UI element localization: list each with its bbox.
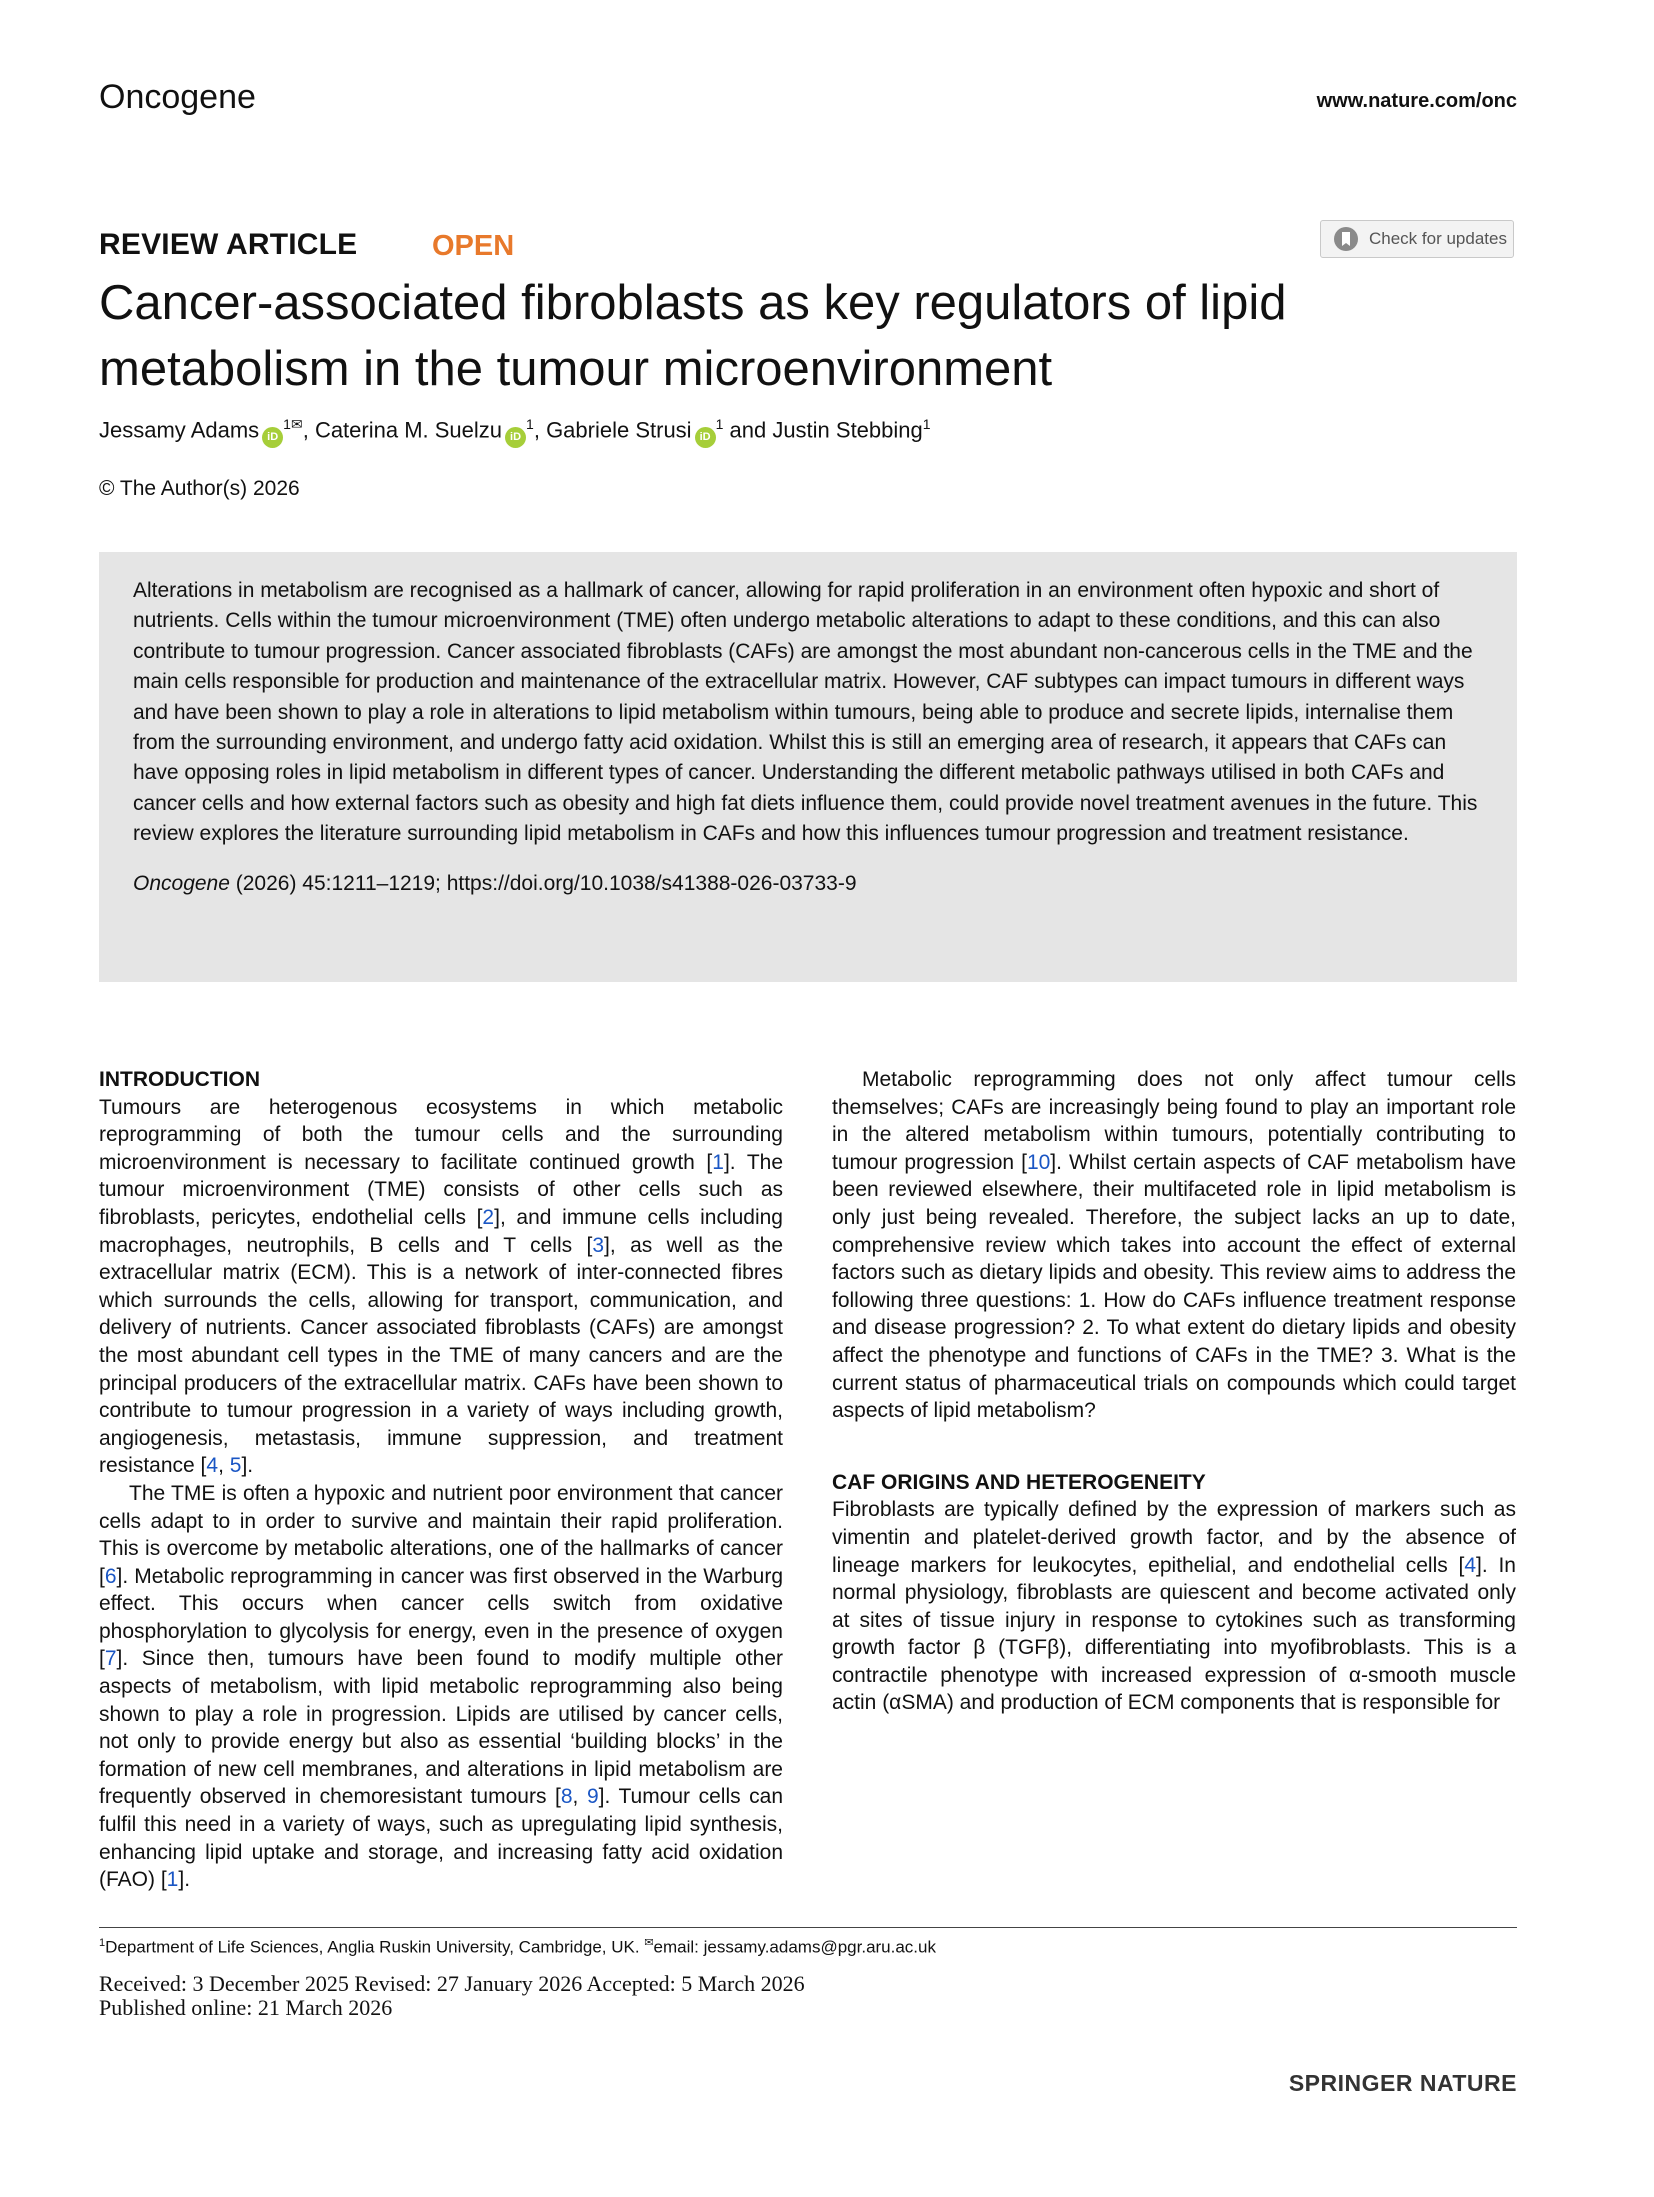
reference-link[interactable]: 4 bbox=[206, 1454, 219, 1478]
abstract-text: Alterations in metabolism are recognised as a hallmark of cancer, allowing for rapid proliferation in an environment often hypoxic and short of nutrients. Cells within the tumour microenvironment (TME) often undergo metabolic alterations to adapt to these conditions, and this can also contribute to tumour progression. Cancer associated fibroblasts (CAFs) are amongst the most abundant non-cancerous cells in the TME and the main cells responsible for production and maintenance of the extracellular matrix. However, CAF subtypes can impact tumours in different ways and have been shown to play a role in alterations to lipid metabolism within tumours, being able to produce and secrete lipids, internalise them from the surrounding environment, and undergo fatty acid oxidation. Whilst this is still an emerging area of research, it appears that CAFs can have opposing roles in lipid metabolism in different types of cancer. Understanding the different metabolic pathways utilised in both CAFs and cancer cells and how external factors such as obesity and high fat diets influence them, could provide novel treatment avenues in the future. This review explores the literature surrounding lipid metabolism in CAFs and how this influences tumour progression and treatment resistance. bbox=[133, 579, 1478, 846]
author-list bbox=[99, 416, 931, 448]
orcid-icon[interactable]: iD bbox=[505, 427, 526, 448]
section-heading-introduction: INTRODUCTION bbox=[99, 1068, 260, 1091]
right-column bbox=[832, 1066, 1516, 1717]
affiliation-footnote bbox=[99, 1936, 936, 1958]
author-separator: , bbox=[533, 417, 547, 443]
citation-line bbox=[133, 872, 1483, 896]
affiliation-marker: 1 bbox=[283, 416, 291, 432]
affiliation-marker: 1 bbox=[99, 1937, 106, 1949]
reference-link[interactable]: 6 bbox=[104, 1564, 117, 1588]
email-icon: ✉ bbox=[644, 1937, 654, 1949]
journal-url-link[interactable]: www.nature.com/onc bbox=[1316, 90, 1517, 112]
publisher-logo: SPRINGER NATURE bbox=[1288, 2070, 1517, 2096]
orcid-icon[interactable]: iD bbox=[695, 427, 716, 448]
article-type: REVIEW ARTICLE bbox=[99, 228, 358, 261]
paragraph: Metabolic reprogramming does not only affect tumour cells themselves; CAFs are increasingly being found to play an important role in the altered metabolism within tumours, potentially contributing to tumour progression [10]. Whilst certain aspects of CAF metabolism have been reviewed elsewhere, their multifaceted role in lipid metabolism is only just being revealed. Therefore, the subject lacks an up to date, comprehensive review which takes into account the effect of external factors such as dietary lipids and obesity. This review aims to address the following three questions: 1. How do CAFs influence treatment response and disease progression? 2. To what extent do dietary lipids and obesity affect the phenotype and functions of CAFs in the TME? 3. What is the current status of pharmaceutical trials on compounds which could target aspects of lipid metabolism? bbox=[832, 1068, 1516, 1423]
journal-name: Oncogene bbox=[99, 78, 256, 116]
email-icon[interactable]: ✉ bbox=[290, 416, 303, 432]
author-name[interactable]: Justin Stebbing bbox=[772, 417, 923, 443]
reference-link[interactable]: 4 bbox=[1464, 1553, 1477, 1577]
author-separator: , bbox=[302, 417, 315, 443]
publication-dates bbox=[99, 1972, 805, 2020]
check-for-updates-label: Check for updates bbox=[1369, 229, 1507, 248]
received-dates: Received: 3 December 2025 Revised: 27 January 2026 Accepted: 5 March 2026 bbox=[99, 1971, 805, 1996]
reference-link[interactable]: 2 bbox=[482, 1205, 495, 1229]
footnote-divider bbox=[99, 1927, 1517, 1928]
citation-journal: Oncogene bbox=[133, 871, 230, 895]
author-name[interactable]: Jessamy Adams bbox=[99, 417, 260, 443]
orcid-icon[interactable]: iD bbox=[262, 427, 283, 448]
paragraph: Tumours are heterogenous ecosystems in which metabolic reprogramming of both the tumour cells and the surrounding microenvironment is necessary to facilitate continued growth [1]. The tumour microenvironment (TME) consists of other cells such as fibroblasts, pericytes, endothelial cells [2], and immune cells including macrophages, neutrophils, B cells and T cells [3], as well as the extracellular matrix (ECM). This is a network of inter-connected fibres which surrounds the cells, allowing for transport, communication, and delivery of nutrients. Cancer associated fibroblasts (CAFs) are amongst the most abundant cell types in the TME of many cancers and are the principal producers of the extracellular matrix. CAFs have been shown to contribute to tumour progression in a variety of ways including growth, angiogenesis, metastasis, immune suppression, and treatment resistance [4, 5]. bbox=[99, 1095, 784, 1478]
check-for-updates-button[interactable] bbox=[1320, 220, 1514, 258]
author-name[interactable]: Gabriele Strusi bbox=[546, 417, 692, 443]
affiliation-marker: 1 bbox=[526, 416, 534, 432]
left-column bbox=[99, 1066, 783, 1894]
paragraph: The TME is often a hypoxic and nutrient poor environment that cancer cells adapt to in order to survive and maintain their rapid proliferation. This is overcome by metabolic alterations, one of the hallmarks of cancer [6]. Metabolic reprogramming in cancer was first observed in the Warburg effect. This occurs when cancer cells switch from oxidative phosphorylation to glycolysis for energy, even in the presence of oxygen [7]. Since then, tumours have been found to modify multiple other aspects of metabolism, with lipid metabolic reprogramming also being shown to play a role in progression. Lipids are utilised by cancer cells, not only to provide energy but also as essential ‘building blocks’ in the formation of new cell membranes, and alterations in lipid metabolism are frequently observed in chemoresistant tumours [8, 9]. Tumour cells can fulfil this need in a variety of ways, such as upregulating lipid synthesis, enhancing lipid uptake and storage, and increasing fatty acid oxidation (FAO) [1]. bbox=[99, 1481, 784, 1892]
copyright-notice: © The Author(s) 2026 bbox=[99, 477, 300, 500]
author-name[interactable]: Caterina M. Suelzu bbox=[314, 417, 503, 443]
reference-link[interactable]: 9 bbox=[586, 1785, 599, 1809]
bookmark-icon bbox=[1333, 226, 1359, 252]
contact-email[interactable]: email: jessamy.adams@pgr.aru.ac.uk bbox=[653, 1937, 936, 1957]
abstract-box bbox=[99, 552, 1517, 982]
reference-link[interactable]: 8 bbox=[560, 1785, 573, 1809]
reference-link[interactable]: 1 bbox=[712, 1150, 724, 1174]
published-date: Published online: 21 March 2026 bbox=[99, 1995, 393, 2020]
reference-link[interactable]: 1 bbox=[166, 1868, 179, 1892]
section-heading-caf-origins: CAF ORIGINS AND HETEROGENEITY bbox=[832, 1470, 1206, 1494]
paragraph: Fibroblasts are typically defined by the expression of markers such as vimentin and platelet-derived growth factor, and by the absence of lineage markers for leukocytes, epithelial, and endothelial cells [4]. In normal physiology, fibroblasts are quiescent and become activated only at sites of tissue injury in response to cytokines such as transforming growth factor β (TGFβ), differentiating into myofibroblasts. This is a contractile phenotype with increased expression of α-smooth muscle actin (αSMA) and production of ECM components that is responsible for bbox=[832, 1498, 1516, 1715]
author-separator: and bbox=[723, 417, 773, 443]
reference-link[interactable]: 3 bbox=[592, 1233, 605, 1257]
reference-link[interactable]: 5 bbox=[229, 1454, 242, 1478]
affiliation-marker: 1 bbox=[715, 416, 724, 432]
open-access-label: OPEN bbox=[432, 230, 515, 262]
reference-link[interactable]: 10 bbox=[1026, 1150, 1051, 1174]
article-title: Cancer-associated fibroblasts as key regulators of lipid metabolism in the tumour microenvironment bbox=[99, 276, 1287, 396]
affiliation-text: Department of Life Sciences, Anglia Ruskin University, Cambridge, UK. bbox=[105, 1937, 645, 1957]
affiliation-marker: 1 bbox=[922, 416, 931, 432]
reference-link[interactable]: 7 bbox=[104, 1647, 117, 1671]
citation-details[interactable]: (2026) 45:1211–1219; https://doi.org/10.1038/s41388-026-03733-9 bbox=[229, 871, 857, 895]
